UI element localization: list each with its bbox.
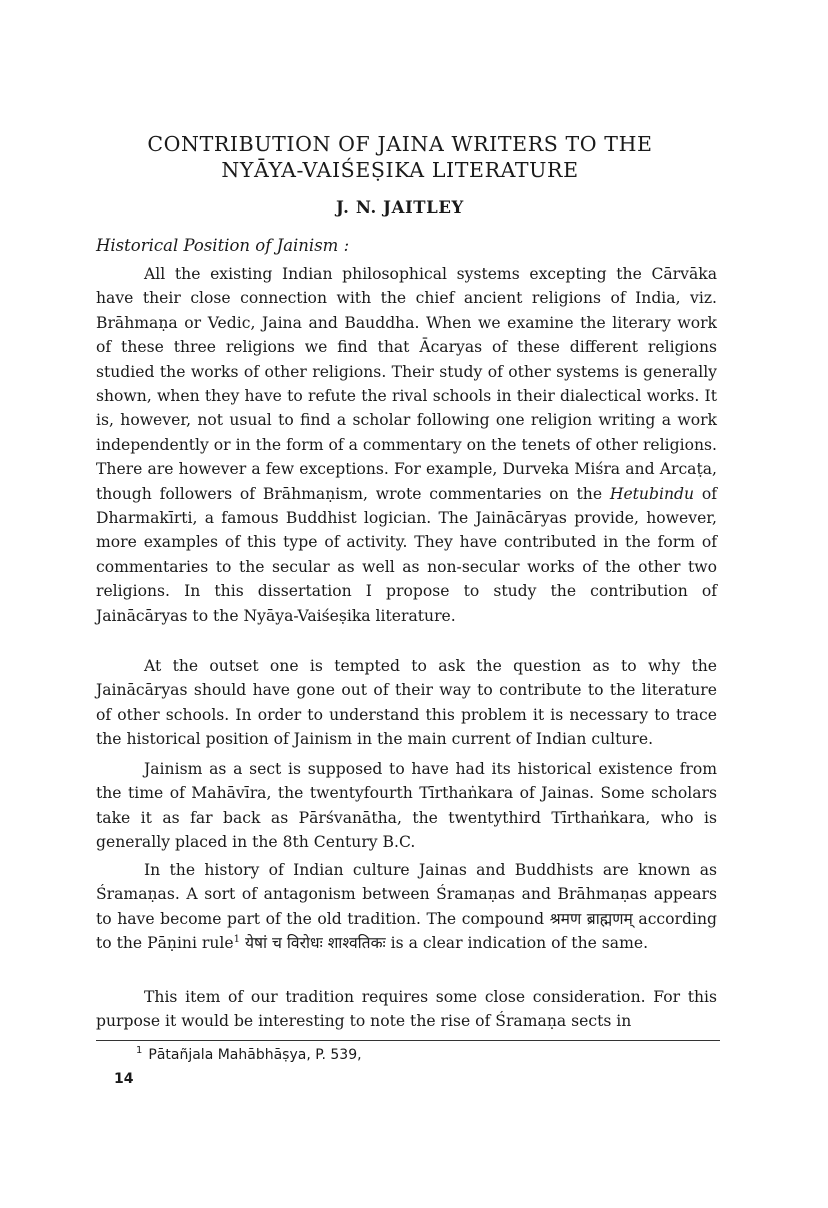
paragraph-4 — [96, 858, 717, 956]
paragraph-5-text: This item of our tradition requires some close consideration. For this purpose it would be interesting to note the rise of Śramaṇa sects in — [96, 988, 717, 1030]
footnote-marker: 1 — [136, 1045, 143, 1057]
paragraph-2 — [96, 654, 717, 752]
paragraph-4-text — [96, 858, 717, 956]
paragraph-5 — [96, 985, 717, 1033]
author-name: J. N. JAITLEY — [336, 198, 464, 217]
paragraph-1-part-a: All the existing Indian philosophical systems excepting the Cārvāka have their close connection with the chief ancient religions of India, viz. Brāhmaṇa or Vedic, Jaina and Bauddha. When we examine the literary work of these three religions we find that Ācaryas of these different religions studied the works of other religions. Their study of other systems is generally shown, when they have to refute the rival schools in their dialectical works. It is, however, not usual to find a scholar following one religion writing a work independently or in the form of a commentary on the tenets of other religions. There are however a few exceptions. For example, Durveka Miśra and Arcaṭa, though followers of Brāhmaṇism, wrote commentaries on the — [96, 265, 717, 503]
paragraph-4-part-a: In the history of Indian culture Jainas and Buddhists are known as Śramaṇas. A sort of antagonism between Śramaṇas and Brāhmaṇas appears to have become part of the old tradition. The compound श्रमण ब्राह्मणम् according to the Pāṇini rule — [96, 861, 717, 953]
footnote-reference: 1 — [233, 934, 241, 946]
paragraph-2-text: At the outset one is tempted to ask the question as to why the Jainācāryas should have gone out of their way to contribute to the literature of other schools. In order to understand this problem it is necessary to trace the historical position of Jainism in the main current of Indian culture. — [96, 657, 717, 749]
footnote — [136, 1047, 362, 1063]
article-title-line-2: NYĀYA-VAIŚEṢIKA LITERATURE — [221, 158, 579, 182]
hetubindu-title: Hetubindu — [609, 484, 695, 503]
paragraph-4-part-b: येषां च विरोधः शाश्वतिकः is a clear indication of the same. — [240, 934, 649, 953]
footnote-divider — [96, 1040, 720, 1041]
paragraph-1 — [96, 262, 717, 628]
footnote-text: Pātañjala Mahābhāṣya, P. 539, — [148, 1047, 362, 1063]
paragraph-1-text — [96, 262, 717, 628]
page-number: 14 — [114, 1071, 134, 1087]
article-title-line-1: CONTRIBUTION OF JAINA WRITERS TO THE — [147, 132, 653, 156]
paragraph-3 — [96, 757, 717, 855]
paragraph-3-text: Jainism as a sect is supposed to have had its historical existence from the time of Mahāvīra, the twentyfourth Tīrthaṅkara of Jainas. Some scholars take it as far back as Pārśvanātha, the twentythird Tīrthaṅkara, who is generally placed in the 8th Century B.C. — [96, 760, 717, 852]
paragraph-1-part-b: of Dharmakīrti, a famous Buddhist logician. The Jainācāryas provide, however, more examples of this type of activity. They have contributed in the form of commentaries to the secular as well as non-secular works of the other two religions. In this dissertation I propose to study the contribution of Jainācāryas to the Nyāya-Vaiśeṣika literature. — [96, 484, 717, 625]
section-heading: Historical Position of Jainism : — [96, 236, 350, 255]
